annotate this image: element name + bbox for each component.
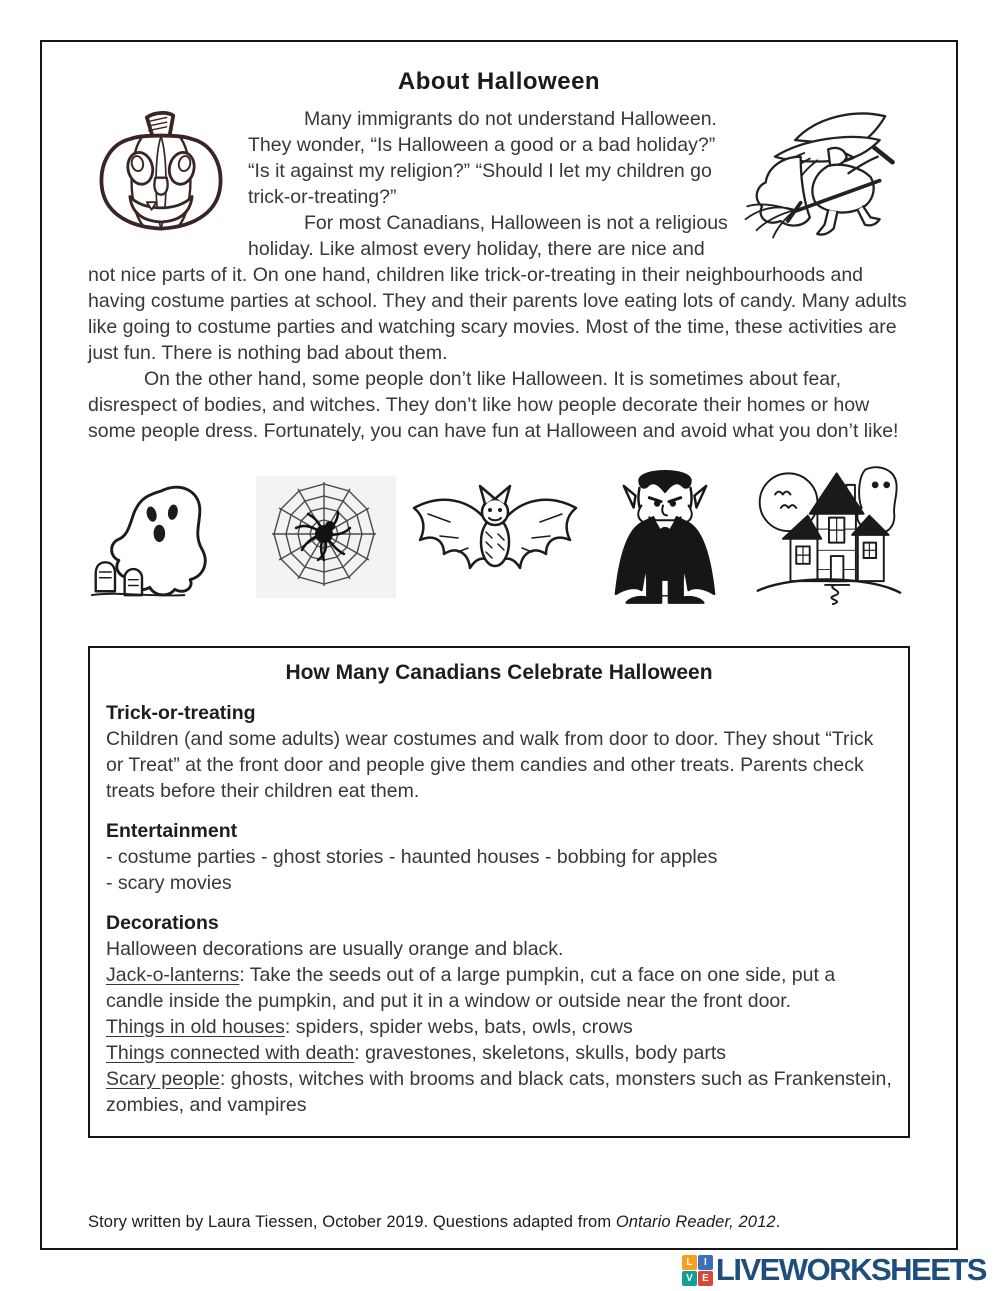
celebration-info-box [88, 646, 910, 1138]
logo-tile-i: I [698, 1255, 713, 1270]
logo-wordmark: LIVEWORKSHEETS [715, 1252, 986, 1287]
credit-line [88, 1213, 780, 1232]
paragraph-other-hand: On the other hand, some people don’t like Halloween. It is sometimes about fear, disrespect of bodies, and witches. They don’t like how people decorate their homes or how some people dress. Fortunately, you can have fun at Halloween and avoid what you don’t like! [88, 368, 899, 442]
decoration-text: : ghosts, witches with brooms and black cats, monsters such as Frankenstein, zombies, and vampires [106, 1068, 892, 1116]
credit-suffix: . [775, 1213, 781, 1231]
decoration-term: Things connected with death [106, 1042, 355, 1064]
decoration-item [106, 962, 892, 1014]
info-box-title: How Many Canadians Celebrate Halloween [285, 661, 713, 684]
decoration-item [106, 1014, 892, 1040]
ghost-with-gravestones-image [88, 477, 250, 611]
decoration-text: : Take the seeds out of a large pumpkin, cut a face on one side, put a candle inside the pumpkin, and put it in a window or outside near the front door. [106, 964, 836, 1012]
paragraph-canadians: For most Canadians, Halloween is not a religious holiday. Like almost every holiday, there are nice and not nice parts of it. On one hand, children like trick-or-treating in their neighbourhoods and having costume parties at school. They and their parents love eating lots of candy. Many adults like going to costume parties and watching scary movies. Most of the time, these activities are just fun. There is nothing bad about them. [88, 212, 907, 364]
section-entertainment-heading: Entertainment [106, 820, 238, 842]
halloween-clipart-row [88, 458, 910, 616]
entertainment-line: - costume parties - ghost stories - haunted houses - bobbing for apples [106, 846, 718, 868]
haunted-house-image [752, 460, 904, 606]
jack-o-lantern-image [88, 108, 234, 238]
bat-image [406, 480, 584, 594]
witch-on-broom-image [740, 106, 910, 246]
logo-tiles-icon [682, 1255, 713, 1286]
section-trick-or-treating-heading: Trick-or-treating [106, 702, 256, 724]
credit-source: Ontario Reader, 2012 [615, 1213, 776, 1231]
vampire-image [612, 460, 718, 606]
decoration-text: : spiders, spider webs, bats, owls, crows [284, 1016, 633, 1038]
story-section [88, 106, 910, 444]
section-trick-or-treating-body: Children (and some adults) wear costumes and walk from door to door. They shout “Trick or Treat” at the front door and people give them candies and other treats. Parents check treats before their children eat them. [106, 728, 874, 802]
credit-text: Story written by Laura Tiessen, October 2019. Questions adapted from [88, 1213, 616, 1231]
spider-web-image [256, 476, 396, 598]
logo-tile-v: V [682, 1271, 697, 1286]
decoration-item [106, 1066, 892, 1118]
decorations-intro: Halloween decorations are usually orange and black. [106, 938, 564, 960]
section-decorations-heading: Decorations [106, 912, 219, 934]
decoration-term: Things in old houses [106, 1016, 285, 1038]
decoration-term: Scary people [106, 1068, 220, 1090]
liveworksheets-logo[interactable] [682, 1252, 986, 1288]
worksheet-page-frame [40, 40, 958, 1250]
logo-tile-l: L [682, 1255, 697, 1270]
intro-paragraph: Many immigrants do not understand Halloween. They wonder, “Is Halloween a good or a bad holiday?” “Is it against my religion?” “Should I let my children go trick-or-treating?” [248, 108, 717, 208]
decoration-term: Jack-o-lanterns [106, 964, 240, 986]
decoration-text: : gravestones, skeletons, skulls, body parts [354, 1042, 727, 1064]
page-title: About Halloween [397, 68, 601, 95]
entertainment-line: - scary movies [106, 872, 232, 894]
decoration-item [106, 1040, 892, 1066]
logo-tile-e: E [698, 1271, 713, 1286]
